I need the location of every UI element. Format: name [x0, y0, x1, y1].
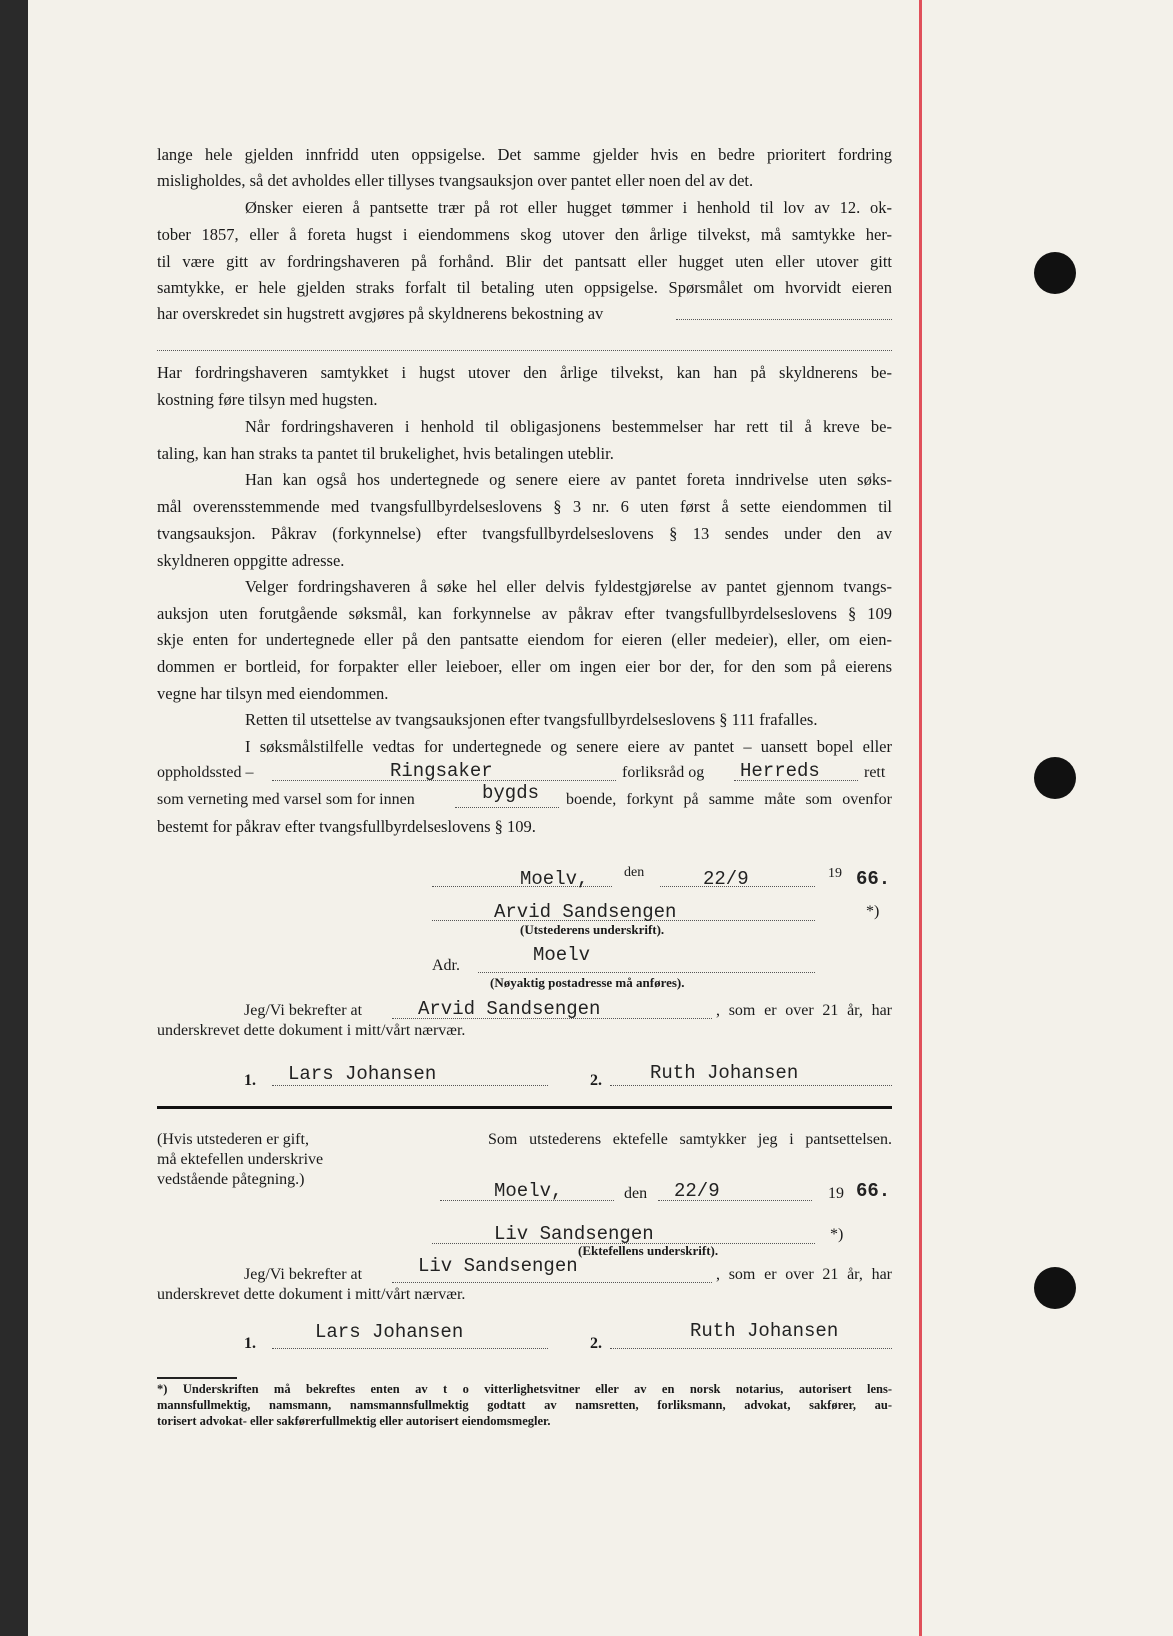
spouse-confirm-prefix: Jeg/Vi bekrefter at — [244, 1266, 363, 1283]
signature-caption: (Utstederens underskrift). — [520, 922, 665, 937]
spouse-date-value: 22/9 — [674, 1180, 720, 1202]
spouse-witness2-name: Ruth Johansen — [690, 1320, 839, 1342]
body-line: til være gitt av fordringshaveren på forhånd. Blir det pantsatt eller hugget uten eller utover gitt — [157, 252, 892, 271]
footnote-marker: *) — [866, 903, 880, 920]
spouse-note-1: (Hvis utstederen er gift, — [157, 1131, 309, 1148]
footnote-rule — [157, 1377, 237, 1379]
spouse-witness2-number: 2. — [590, 1335, 602, 1352]
spouse-den-label: den — [624, 1185, 648, 1202]
punch-hole — [1034, 252, 1076, 294]
court-place-value: Ringsaker — [390, 760, 493, 782]
blank-field — [157, 350, 892, 351]
margin-line — [919, 0, 922, 1636]
address-value: Moelv — [533, 944, 591, 966]
spouse-confirm-line2: underskrevet dette dokument i mitt/vårt nærvær. — [157, 1286, 466, 1303]
body-line: taling, kan han straks ta pantet til brukelighet, hvis betalingen uteblir. — [157, 444, 614, 463]
spouse-witness2-field — [610, 1348, 892, 1349]
spouse-confirm-name: Liv Sandsengen — [418, 1255, 578, 1277]
spouse-witness1-number: 1. — [244, 1335, 256, 1352]
body-line: tober 1857, eller å foreta hugst i eiendommens skog utover den årlige tilvekst, må samtykke her- — [157, 225, 892, 244]
body-line: Han kan også hos undertegnede og senere eiere av pantet foreta inndrivelse uten søks- — [245, 470, 892, 489]
den-label: den — [624, 865, 645, 880]
body-line: lange hele gjelden innfridd uten oppsigelse. Det samme gjelder hvis en bedre prioritert fordring — [157, 145, 892, 164]
body-line: bestemt for påkrav efter tvangsfullbyrdelseslovens § 109. — [157, 817, 536, 836]
confirm-prefix: Jeg/Vi bekrefter at — [244, 1002, 363, 1019]
spouse-consent: Som utstederens ektefelle samtykker jeg i pantsettelsen. — [488, 1131, 892, 1148]
venue-line2-prefix: som verneting med varsel som for innen — [157, 791, 415, 808]
spouse-signature-caption: (Ektefellens underskrift). — [578, 1243, 719, 1258]
spouse-confirm-suffix: , som er over 21 år, har — [716, 1266, 892, 1283]
century-label: 19 — [828, 866, 842, 881]
body-line: Når fordringshaveren i henhold til obligasjonens bestemmelser har rett til å kreve be- — [245, 417, 892, 436]
body-line: skje enten for undertegnede eller på den pantsatte eiendom for eieren (eller medeier), eller, om eien- — [157, 630, 892, 649]
body-line: mål overensstemmende med tvangsfullbyrdelseslovens § 3 nr. 6 uten først å sette eiendommen til — [157, 497, 892, 516]
spouse-signature: Liv Sandsengen — [494, 1223, 654, 1245]
address-label: Adr. — [432, 957, 460, 974]
body-line: dommen er bortleid, for forpakter eller leieboer, eller om ingen eier bor der, for den som på eierens — [157, 657, 892, 676]
body-line: har overskredet sin hugstrett avgjøres på skyldnerens bekostning av — [157, 304, 604, 323]
venue-prefix: oppholdssted – — [157, 764, 254, 781]
witness2-name: Ruth Johansen — [650, 1062, 799, 1084]
spouse-note-2: må ektefellen underskrive — [157, 1151, 324, 1168]
witness1-name: Lars Johansen — [288, 1063, 437, 1085]
year-value: 66. — [856, 868, 891, 890]
body-line: tvangsauksjon. Påkrav (forkynnelse) efter tvangsfullbyrdelseslovens § 13 sendes under den av — [157, 524, 892, 543]
witness2-field — [610, 1085, 892, 1086]
confirm-line2: underskrevet dette dokument i mitt/vårt nærvær. — [157, 1022, 466, 1039]
court-type-value: Herreds — [740, 760, 820, 782]
district-value: bygds — [482, 782, 540, 804]
spouse-year-value: 66. — [856, 1180, 891, 1202]
confirm-name: Arvid Sandsengen — [418, 998, 601, 1020]
footnote-line: *) Underskriften må bekreftes enten av t o vitterlighetsvitner eller av en norsk notarius, autorisert lens- — [157, 1382, 892, 1396]
footnote-line: mannsfullmektig, namsmann, namsmannsfullmektig godtatt av namsretten, forliksmann, advokat, sakfører, au- — [157, 1398, 892, 1412]
body-line: kostning føre tilsyn med hugsten. — [157, 390, 378, 409]
spouse-footnote-marker: *) — [830, 1226, 844, 1243]
body-line: Ønsker eieren å pantsette trær på rot eller hugget tømmer i henhold til lov av 12. ok- — [245, 198, 892, 217]
spouse-place-value: Moelv, — [494, 1180, 563, 1202]
body-line: skyldneren oppgitte adresse. — [157, 551, 345, 570]
body-line: Har fordringshaveren samtykket i hugst utover den årlige tilvekst, kan han på skyldnerens be- — [157, 363, 892, 382]
venue-mid: forliksråd og — [622, 764, 705, 781]
confirm-suffix: , som er over 21 år, har — [716, 1002, 892, 1019]
place-value: Moelv, — [520, 868, 589, 890]
spouse-witness1-field — [272, 1348, 548, 1349]
venue-suffix: rett — [864, 764, 886, 781]
district-field — [455, 807, 559, 808]
body-line: misligholdes, så det avholdes eller tillyses tvangsauksjon over pantet eller noen del av det. — [157, 171, 754, 190]
punch-hole — [1034, 757, 1076, 799]
spouse-note-3: vedstående påtegning.) — [157, 1171, 305, 1188]
body-line: vegne har tilsyn med eiendommen. — [157, 684, 389, 703]
address-caption: (Nøyaktig postadresse må anføres). — [490, 975, 685, 990]
witness1-field — [272, 1085, 548, 1086]
footnote-line: torisert advokat- eller sakførerfullmektig eller autorisert eiendomsmegler. — [157, 1414, 551, 1428]
body-line: auksjon uten forutgående søksmål, kan forkynnelse av påkrav efter tvangsfullbyrdelseslovens § 109 — [157, 604, 892, 623]
body-line: samtykke, er hele gjelden straks forfalt til betaling uten oppsigelse. Spørsmålet om hvorvidt eieren — [157, 278, 892, 297]
punch-hole — [1034, 1267, 1076, 1309]
body-line: I søksmålstilfelle vedtas for undertegnede og senere eiere av pantet – uansett bopel eller — [245, 737, 892, 756]
spouse-confirm-name-field — [392, 1282, 712, 1283]
witness1-number: 1. — [244, 1072, 256, 1089]
issuer-signature: Arvid Sandsengen — [494, 901, 677, 923]
venue-line2-suffix: boende, forkynt på samme måte som ovenfor — [566, 791, 892, 808]
spouse-century-label: 19 — [828, 1185, 844, 1202]
address-field — [478, 972, 815, 973]
body-line: Velger fordringshaveren å søke hel eller delvis fyldestgjørelse av pantet gjennom tvangs- — [245, 577, 892, 596]
spouse-witness1-name: Lars Johansen — [315, 1321, 464, 1343]
date-value: 22/9 — [703, 868, 749, 890]
section-divider — [157, 1106, 892, 1109]
witness2-number: 2. — [590, 1072, 602, 1089]
body-line: Retten til utsettelse av tvangsauksjonen efter tvangsfullbyrdelseslovens § 111 frafalles. — [245, 710, 818, 729]
blank-field — [676, 319, 892, 320]
